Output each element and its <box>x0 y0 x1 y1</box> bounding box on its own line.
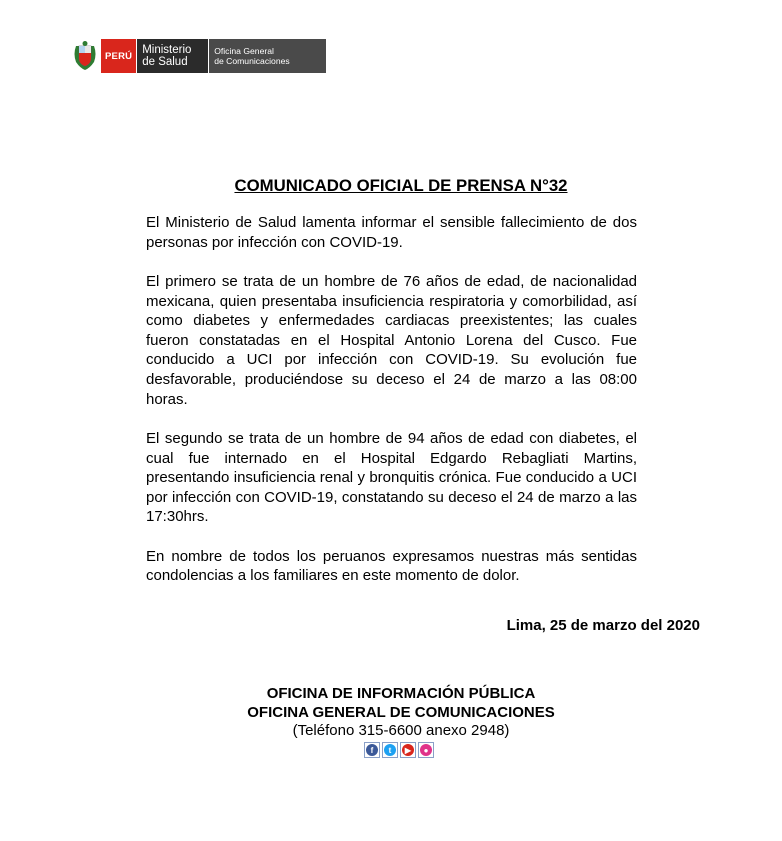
document-title: COMUNICADO OFICIAL DE PRENSA N°32 <box>234 176 568 195</box>
youtube-icon[interactable]: ▶ <box>400 742 416 758</box>
paragraph: El Ministerio de Salud lamenta informar el sensible fallecimiento de dos personas por infección con COVID-19. <box>146 214 637 251</box>
social-links <box>364 742 434 758</box>
ministry-logo <box>71 39 326 73</box>
footer <box>0 685 782 741</box>
document-body <box>146 213 637 606</box>
twitter-icon[interactable]: t <box>382 742 398 758</box>
flickr-icon[interactable]: ● <box>418 742 434 758</box>
footer-office-info: OFICINA DE INFORMACIÓN PÚBLICA <box>266 685 536 702</box>
paragraph: El primero se trata de un hombre de 76 años de edad, de nacionalidad mexicana, quien presentaba insuficiencia respiratoria y comorbilidad, así como diabetes y enfermedades cardiacas preexistentes; las cuales fueron constatadas en el Hospital Antonio Lorena del Cusco. Fue conducido a UCI por infección con COVID-19. Su evolución fue desfavorable, produciéndose su deceso el 24 de marzo a las 08:00 horas. <box>146 272 637 408</box>
ministry-line2: de Salud <box>142 56 188 68</box>
ministry-line1: Ministerio <box>142 44 192 56</box>
coat-of-arms-icon <box>71 39 99 73</box>
peru-label: PERÚ <box>101 39 136 73</box>
office-line2: de Comunicaciones <box>214 56 290 66</box>
facebook-icon[interactable]: f <box>364 742 380 758</box>
paragraph: En nombre de todos los peruanos expresamos nuestras más sentidas condolencias a los familiares en este momento de dolor. <box>146 547 637 585</box>
office-name <box>208 39 326 73</box>
office-line1: Oficina General <box>214 46 274 56</box>
document-date: Lima, 25 de marzo del 2020 <box>506 617 700 634</box>
ministry-name <box>136 39 208 73</box>
footer-office-comms: OFICINA GENERAL DE COMUNICACIONES <box>247 703 555 721</box>
footer-phone: (Teléfono 315-6600 anexo 2948) <box>292 722 510 739</box>
paragraph: El segundo se trata de un hombre de 94 años de edad con diabetes, el cual fue internado en el Hospital Edgardo Rebagliati Martins, presentando insuficiencia renal y bronquitis crónica. Fue conducido a UCI por infección con COVID-19, constatando su deceso el 24 de marzo a las 17:30hrs. <box>146 429 637 526</box>
